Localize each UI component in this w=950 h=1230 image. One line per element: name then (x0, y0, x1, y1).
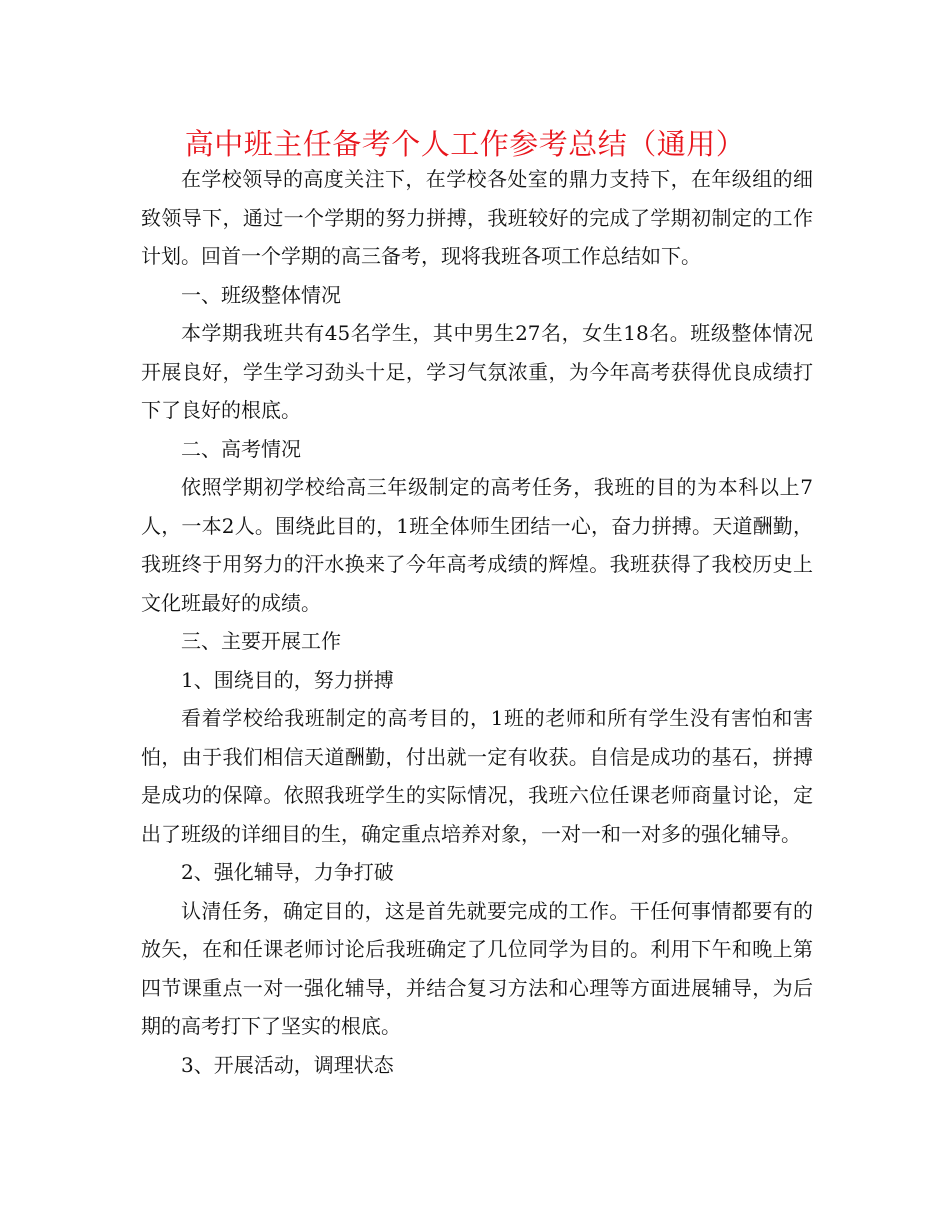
section-heading-main-work: 三、主要开展工作 (181, 629, 341, 653)
document-title: 高中班主任备考个人工作参考总结（通用） (184, 127, 746, 161)
paragraph-exam-results: 依照学期初学校给高三年级制定的高考任务，我班的目的为本科以上7人，一本2人。围绕此目的，1班全体师生团结一心，奋力拼搏。天道酬勤，我班终于用努力的汗水换来了今年高考成绩的辉煌。我班获得了我校历史上文化班最好的成绩。 (141, 475, 813, 615)
subheading-activities: 3、开展活动，调理状态 (181, 1052, 394, 1077)
paragraph-goal: 看着学校给我班制定的高考目的，1班的老师和所有学生没有害怕和害怕，由于我们相信天道酬勤，付出就一定有收获。自信是成功的基石，拼搏是成功的保障。依照我班学生的实际情况，我班六位任课老师商量讨论，定出了班级的详细目的生，确定重点培养对象，一对一和一对多的强化辅导。 (141, 706, 813, 846)
section-heading-exam-results: 二、高考情况 (181, 436, 301, 461)
document-body (141, 160, 813, 1084)
subheading-goal: 1、围绕目的，努力拼搏 (181, 667, 394, 692)
paragraph-class-overview: 本学期我班共有45名学生，其中男生27名，女生18名。班级整体情况开展良好，学生学习劲头十足，学习气氛浓重，为今年高考获得优良成绩打下了良好的根底。 (141, 321, 813, 422)
section-heading-class-overview: 一、班级整体情况 (181, 282, 341, 307)
paragraph-intro: 在学校领导的高度关注下，在学校各处室的鼎力支持下，在年级组的细致领导下，通过一个学期的努力拼搏，我班较好的完成了学期初制定的工作计划。回首一个学期的高三备考，现将我班各项工作总结如下。 (141, 167, 813, 268)
paragraph-tutoring: 认清任务，确定目的，这是首先就要完成的工作。干任何事情都要有的放矢，在和任课老师讨论后我班确定了几位同学为目的。利用下午和晚上第四节课重点一对一强化辅导，并结合复习方法和心理等方面进展辅导，为后期的高考打下了坚实的根底。 (141, 898, 813, 1038)
subheading-tutoring: 2、强化辅导，力争打破 (181, 860, 394, 884)
